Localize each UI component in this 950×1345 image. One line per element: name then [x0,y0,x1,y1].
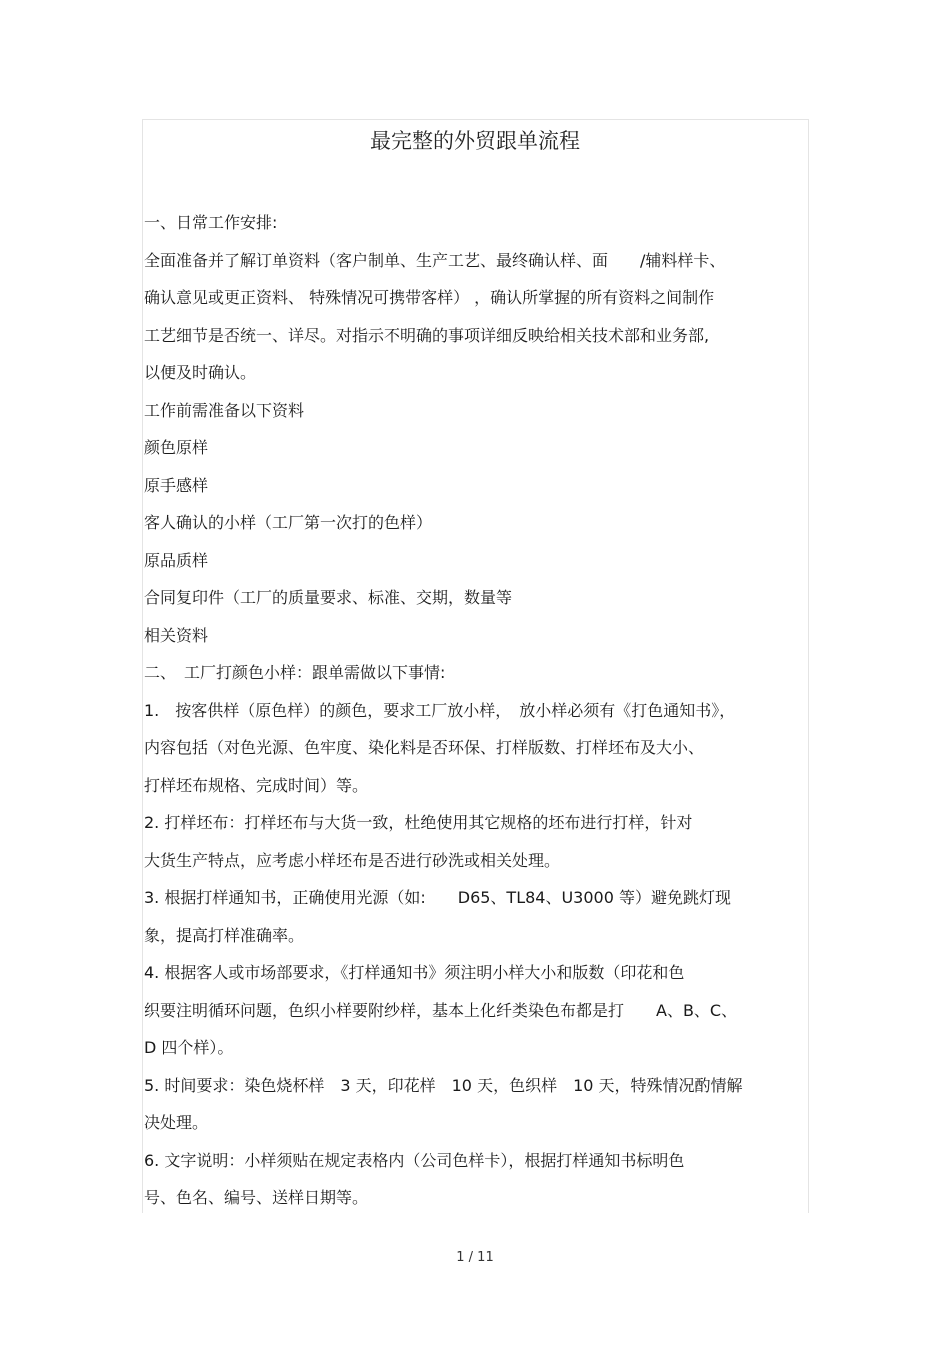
text-line: 原手感样 [144,475,209,495]
text-line: 全面准备并了解订单资料（客户制单、生产工艺、最终确认样、面 /辅料样卡、 [144,250,726,270]
text-line: 二、 工厂打颜色小样：跟单需做以下事情: [144,663,446,682]
document-body [144,204,808,1217]
text-line: 6. 文字说明：小样须贴在规定表格内（公司色样卡），根据打样通知书标明色 [144,1150,685,1170]
text-line: 号、色名、编号、送样日期等。 [144,1188,369,1207]
text-line: 2. 打样坯布：打样坯布与大货一致，杜绝使用其它规格的坯布进行打样，针对 [144,813,693,832]
text-line: 打样坯布规格、完成时间）等。 [144,775,369,795]
text-line: 颜色原样 [144,438,209,457]
text-line: 客人确认的小样（工厂第一次打的色样） [144,513,433,532]
text-line: 4. 根据客人或市场部要求，《打样通知书》须注明小样大小和版数（印花和色 [144,963,685,982]
text-line: 原品质样 [144,550,209,570]
page-number: 1 / 11 [456,1250,494,1265]
document-title: 最完整的外贸跟单流程 [370,129,580,153]
text-line: 1. 按客供样（原色样）的颜色，要求工厂放小样， 放小样必须有《打色通知书》， [144,700,736,720]
text-line: 确认意见或更正资料、 特殊情况可携带客样） ，确认所掌握的所有资料之间制作 [144,288,715,307]
text-line: 象，提高打样准确率。 [144,925,305,945]
text-line: D 四个样）。 [144,1038,234,1057]
text-line: 一、日常工作安排: [144,213,278,232]
text-line: 大货生产特点，应考虑小样坯布是否进行砂洗或相关处理。 [144,850,561,870]
text-line: 5. 时间要求：染色烧杯样 3 天，印花样 10 天，色织样 10 天，特殊情况酌情解 [144,1075,743,1095]
text-line: 以便及时确认。 [144,363,257,382]
text-line: 相关资料 [144,625,209,645]
text-line: 工作前需准备以下资料 [144,400,305,420]
text-line: 合同复印件（工厂的质量要求、标准、交期，数量等 [144,588,513,607]
text-line: 决处理。 [144,1113,209,1132]
text-line: 织要注明循环问题，色织小样要附纱样，基本上化纤类染色布都是打 A、B、C、 [144,1000,738,1020]
text-line: 3. 根据打样通知书，正确使用光源（如: D65、TL84、U3000 等）避免跳灯现 [144,888,731,907]
text-line: 内容包括（对色光源、色牢度、染化料是否环保、打样版数、打样坯布及大小、 [144,738,705,757]
text-line: 工艺细节是否统一、详尽。对指示不明确的事项详细反映给相关技术部和业务部, [144,325,710,345]
